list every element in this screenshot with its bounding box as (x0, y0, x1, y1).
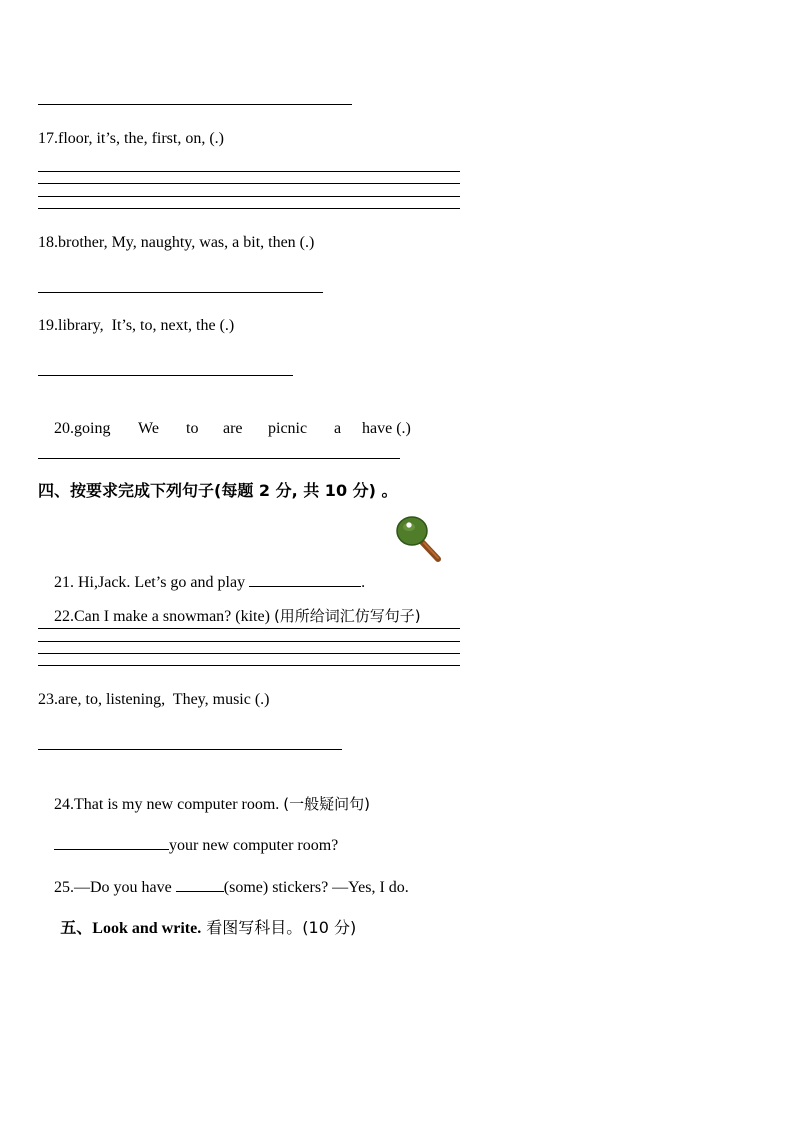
answer-blank[interactable] (249, 572, 361, 587)
answer-line[interactable] (38, 749, 342, 750)
question-22 (38, 586, 421, 647)
word: We (138, 420, 159, 437)
answer-tail: your new computer room? (169, 837, 339, 854)
answer-line[interactable] (38, 196, 460, 197)
answer-line[interactable] (38, 628, 460, 629)
question-number: 20. (54, 420, 74, 437)
word: to (186, 420, 199, 437)
question-text: 21. Hi,Jack. Let’s go and play (54, 574, 250, 591)
question-end: . (361, 574, 366, 591)
word: going (74, 420, 111, 437)
answer-line[interactable] (38, 653, 460, 654)
question-text-tail: (some) stickers? —Yes, I do. (223, 879, 409, 896)
answer-blank[interactable] (176, 877, 224, 892)
word: have (.) (362, 420, 411, 437)
answer-line[interactable] (38, 641, 460, 642)
question-text: 25.—Do you have (54, 879, 176, 896)
question-18: 18.brother, My, naughty, was, a bit, then (.) (38, 234, 315, 251)
section-4-heading: 四、按要求完成下列句子(每题 2 分, 共 10 分) 。 (38, 481, 398, 500)
question-17: 17.floor, it’s, the, first, on, (.) (38, 130, 224, 147)
answer-blank[interactable] (54, 835, 169, 850)
answer-line[interactable] (38, 171, 460, 172)
answer-line[interactable] (38, 665, 460, 666)
question-text: 24.That is my new computer room. (54, 796, 284, 813)
heading-prefix: 五、 (60, 918, 93, 937)
question-text: 22.Can I make a snowman? (kite) (54, 608, 274, 625)
word: are (223, 420, 243, 437)
question-instruction: (一般疑问句) (283, 795, 371, 813)
answer-line[interactable] (38, 458, 400, 459)
answer-line[interactable] (38, 183, 460, 184)
question-19: 19.library, It’s, to, next, the (.) (38, 317, 235, 334)
word: a (334, 420, 342, 437)
ping-pong-paddle-icon (394, 514, 446, 566)
question-20 (38, 399, 411, 459)
question-23: 23.are, to, listening, They, music (.) (38, 691, 270, 708)
heading-latin: Look and write. (92, 920, 202, 937)
answer-line[interactable] (38, 104, 352, 105)
answer-line[interactable] (38, 375, 293, 376)
section-5-heading (38, 898, 356, 959)
answer-line[interactable] (38, 292, 323, 293)
word: picnic (268, 420, 308, 437)
answer-line[interactable] (38, 208, 460, 209)
question-instruction: (用所给词汇仿写句子) (273, 607, 421, 625)
heading-suffix: 看图写科目。(10 分) (201, 918, 357, 937)
